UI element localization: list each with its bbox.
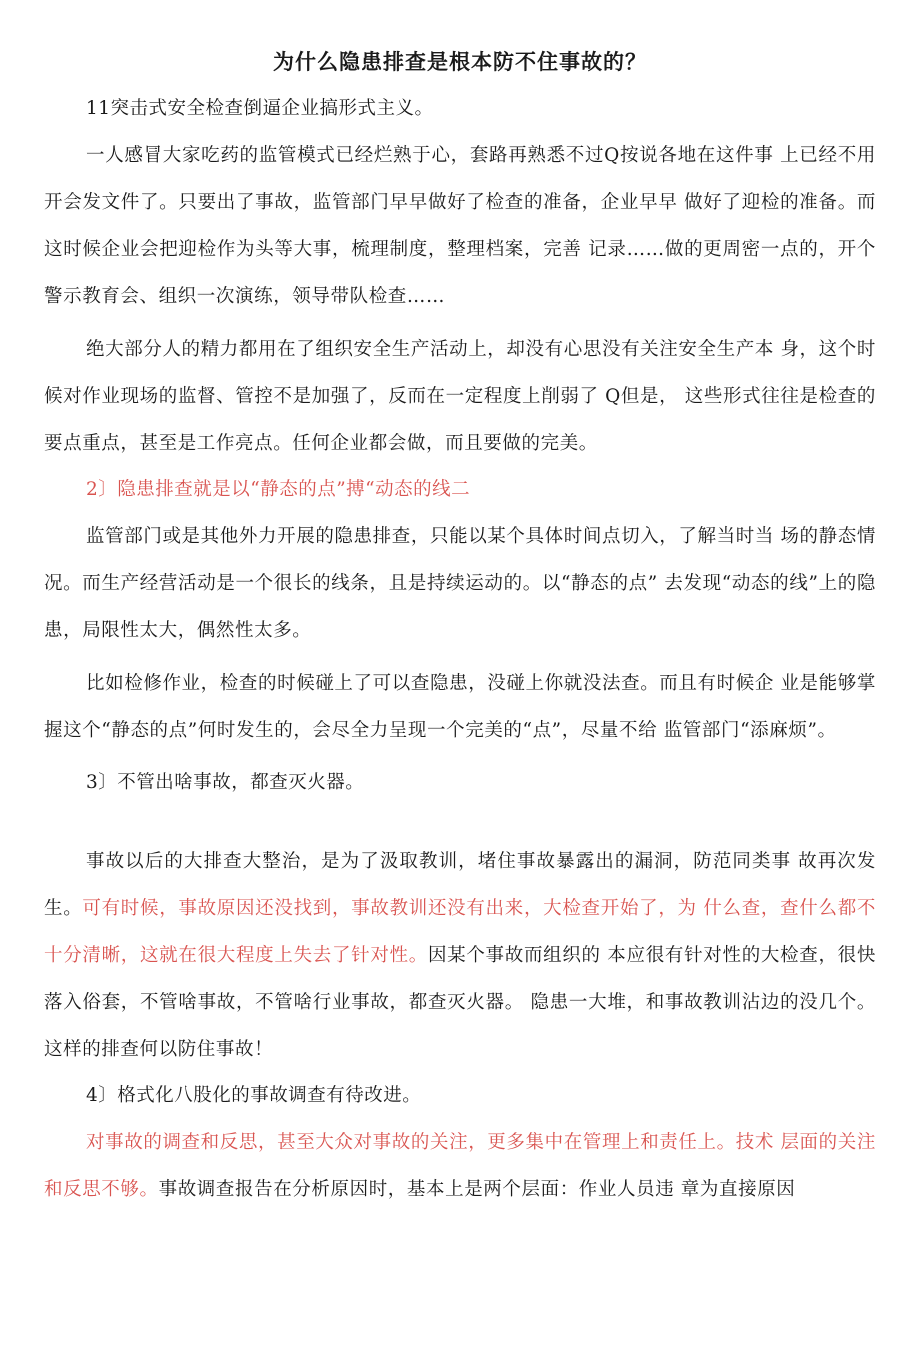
section-3-text-c: 因某个事故而组织的 本应很有针对性的大检查，很快落入俗套，不管啥事故，不管啥行业事故，都查灭火器。 隐患一大堆，和事故教训沾边的没几个。这样的排查何以防住事故！	[44, 945, 876, 1060]
section-3-highlight: 可有时候，事故原因还没找到，事故教训还没有出来，大检查开始了，为 什么查，查什么都不十分清晰，这就在很大程度上失去了针对性。	[44, 898, 876, 966]
section-2-heading: 2〕隐患排查就是以“静态的点”搏“动态的线二	[86, 479, 471, 500]
section-4-paragraph-1	[44, 1119, 876, 1213]
section-2-paragraph-2: 比如检修作业，检查的时候碰上了可以查隐患，没碰上你就没法查。而且有时候企 业是能够掌握这个“静态的点”何时发生的，会尽全力呈现一个完美的“点”，尽量不给 监管部门“添麻烦”。	[44, 673, 876, 741]
section-4-text-b: 事故调查报告在分析原因时，基本上是两个层面：作业人员违 章为直接原因	[158, 1179, 796, 1200]
section-1-heading: 11突击式安全检查倒逼企业搞形式主义。	[86, 98, 434, 119]
section-3-paragraph-1	[44, 838, 876, 1073]
section-4-highlight: 对事故的调查和反思，甚至大众对事故的关注，更多集中在管理上和责任上。技术 层面的关注和反思不够。	[44, 1132, 876, 1200]
section-4-heading: 4〕格式化八股化的事故调查有待改进。	[86, 1085, 422, 1106]
section-1-paragraph-2: 绝大部分人的精力都用在了组织安全生产活动上，却没有心思没有关注安全生产本 身，这个时候对作业现场的监督、管控不是加强了，反而在一定程度上削弱了 Q但是， 这些形式往往是检查的要点重点，甚至是工作亮点。任何企业都会做，而且要做的完美。	[44, 339, 876, 454]
document-page	[0, 44, 920, 1345]
section-2-paragraph-1: 监管部门或是其他外力开展的隐患排查，只能以某个具体时间点切入，了解当时当 场的静态情况。而生产经营活动是一个很长的线条，且是持续运动的。以“静态的点” 去发现“动态的线”上的隐患，局限性太大，偶然性太多。	[44, 526, 876, 641]
page-title: 为什么隐患排查是根本防不住事故的？	[273, 50, 647, 74]
section-3-heading: 3〕不管出啥事故，都查灭火器。	[86, 772, 365, 793]
section-1-paragraph-1: 一人感冒大家吃药的监管模式已经烂熟于心，套路再熟悉不过Q按说各地在这件事 上已经不用开会发文件了。只要出了事故，监管部门早早做好了检查的准备，企业早早 做好了迎检的准备。而这时候企业会把迎检作为头等大事，梳理制度，整理档案，完善 记录……做的更周密一点的，开个警示教育会、组织一次演练，领导带队检查……	[44, 145, 876, 307]
section-3-text-a: 事故以后的大排查大整治，是为了汲取教训，堵住事故暴露出的漏洞，防范同类事 故再次发生。	[44, 851, 876, 919]
